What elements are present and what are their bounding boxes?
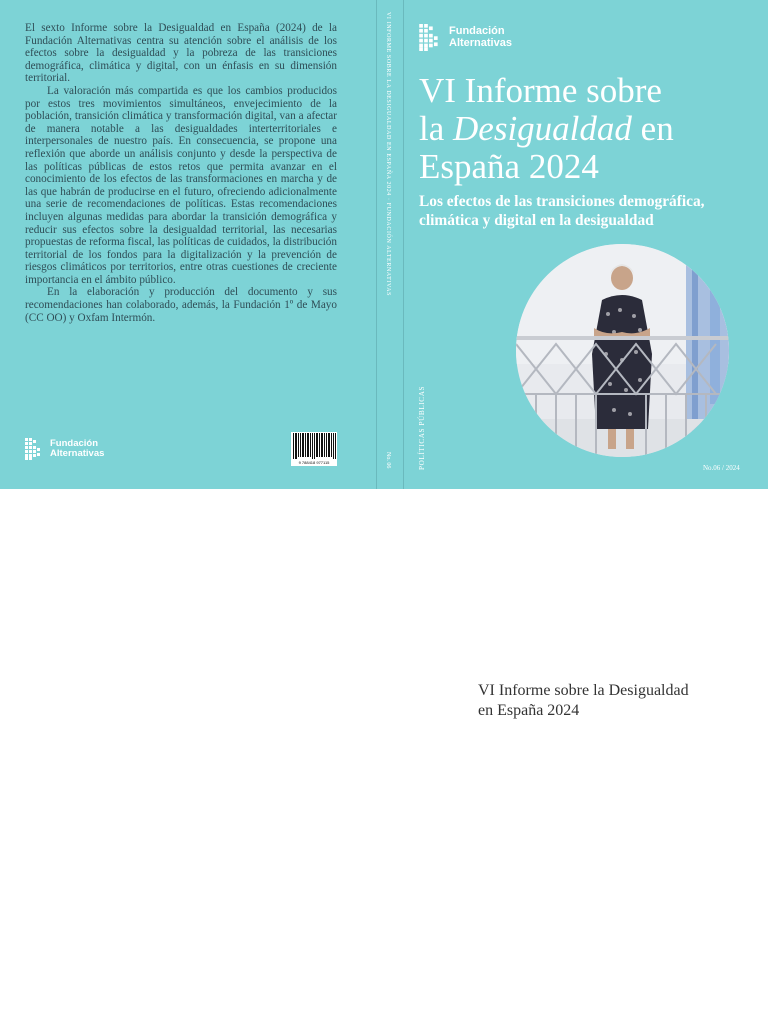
logo-text-line1: Fundación <box>449 25 505 37</box>
logo-text-line2: Alternativas <box>50 448 105 459</box>
inner-title-line1: VI Informe sobre la Desigualdad <box>478 682 689 699</box>
foundation-logo-icon <box>419 24 444 51</box>
logo-text-line2: Alternativas <box>449 36 512 49</box>
inner-page-title <box>478 681 689 721</box>
front-cover-logo <box>419 24 512 51</box>
isbn-number: 9 788418 977115 <box>298 460 330 465</box>
spine-title: VI INFORME SOBRE LA DESIGUALDAD EN ESPAÑA 2024 · FUNDACIÓN ALTERNATIVAS <box>385 12 391 297</box>
blurb-paragraph-1: El sexto Informe sobre la Desigualdad en España (2024) de la Fundación Alternativas centra su atención sobre el análisis de los efectos sobre la desigualdad y la pobreza de las transiciones demográfica, climática y digital, con un énfasis en su dimensión territorial. <box>25 22 337 85</box>
cover-title-line1: VI Informe sobre <box>419 71 662 110</box>
inner-title-line2: en España 2024 <box>478 702 580 719</box>
spine-number: No. 06 <box>385 452 391 469</box>
isbn-barcode <box>291 432 337 466</box>
cover-title-line2-post: en <box>631 109 674 148</box>
back-cover-blurb <box>25 22 337 324</box>
cover-subtitle-line1: Los efectos de las transiciones demográfica, <box>419 193 705 210</box>
spine-fold-left <box>376 0 377 489</box>
cover-title-line2-pre: la <box>419 109 454 148</box>
cover-title-line3: España 2024 <box>419 147 599 186</box>
blurb-paragraph-3: En la elaboración y producción del documento y sus recomendaciones han colaborado, además, la Fundación 1º de Mayo (CC OO) y Oxfam Intermón. <box>25 286 337 324</box>
issue-number: No.06 / 2024 <box>703 464 740 472</box>
series-label: POLÍTICAS PÚBLICAS <box>418 385 426 470</box>
elderly-woman-photo <box>516 244 729 457</box>
cover-title-emphasis: Desigualdad <box>453 109 632 148</box>
blurb-paragraph-2: La valoración más compartida es que los cambios producidos por estos tres movimientos simultáneos, envejecimiento de la población, transición climática y transformación digital, van a afectar de manera notable a las desigualdades interterritoriales e interpersonales de nuestro país. En consecuencia, se propone una reflexión que aborde un análisis conjunto y desde la perspectiva de las políticas públicas de estos retos que permita avanzar en el conocimiento de los efectos de las transformaciones en marcha y de las que habrán de producirse en el futuro, ofreciendo adicionalmente una serie de recomendaciones de políticas. Estas recomendaciones incluyen algunas medidas para abordar la transición demográfica y reducir sus efectos sobre la desigualdad territorial, las necesarias propuestas de reforma fiscal, las políticas de cuidados, la distribución territorial de los fondos para la digitalización y la prevención de riesgos climáticos por territorios, entre otras cuestiones de creciente importancia en el ámbito público. <box>25 84 337 286</box>
foundation-logo-icon <box>25 438 45 460</box>
back-cover-logo <box>25 438 104 460</box>
elderly-woman-balcony-photo-icon <box>516 244 729 457</box>
spine-fold-right <box>403 0 404 489</box>
cover-subtitle-line2: climática y digital en la desigualdad <box>419 212 654 229</box>
book-cover-spread <box>0 0 768 489</box>
logo-text-line1: Fundación <box>50 438 99 449</box>
cover-subtitle <box>419 192 739 230</box>
cover-title <box>419 72 749 186</box>
